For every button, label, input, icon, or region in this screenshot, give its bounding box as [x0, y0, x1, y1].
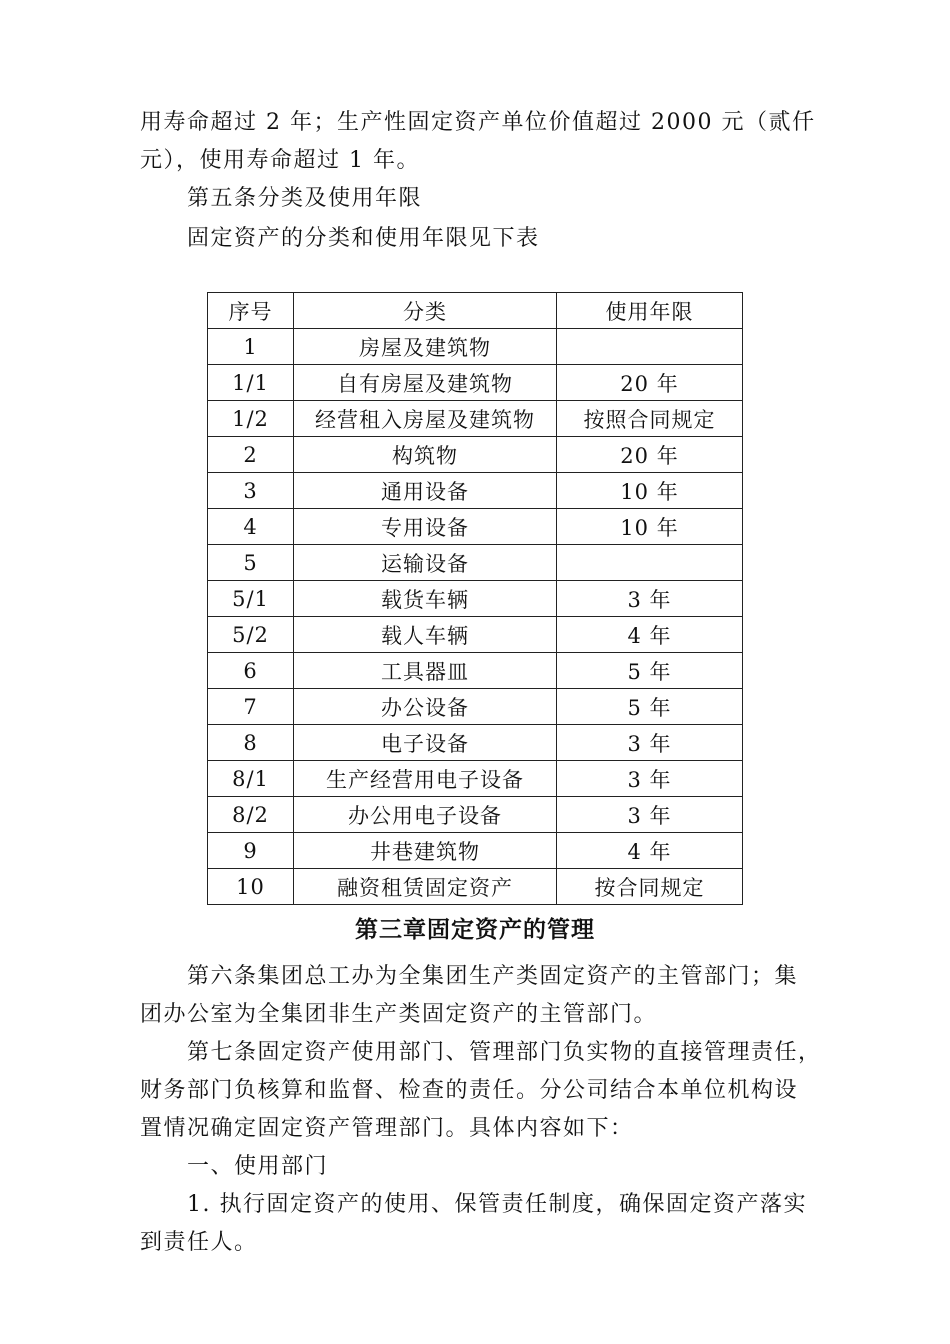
- cell-category: 电子设备: [294, 725, 557, 761]
- table-row: [208, 437, 743, 473]
- article6-line-1: 第六条集团总工办为全集团生产类固定资产的主管部门；集: [187, 964, 799, 989]
- cell-life: 5 年: [557, 653, 743, 689]
- article7-line-2: 财务部门负核算和监督、检查的责任。分公司结合本单位机构设: [140, 1078, 799, 1103]
- cell-category: 房屋及建筑物: [294, 329, 557, 365]
- cell-life: [557, 329, 743, 365]
- table-row: [208, 761, 743, 797]
- table-row: [208, 509, 743, 545]
- cell-no: 5/2: [208, 617, 294, 653]
- cell-life: 10 年: [557, 509, 743, 545]
- table-row: [208, 617, 743, 653]
- cell-no: 7: [208, 689, 294, 725]
- header-life: 使用年限: [557, 293, 743, 329]
- section-heading-usage: 一、使用部门: [187, 1154, 329, 1179]
- cell-life: [557, 545, 743, 581]
- table-row: [208, 329, 743, 365]
- cell-category: 自有房屋及建筑物: [294, 365, 557, 401]
- table-header-row: [208, 293, 743, 329]
- cell-no: 10: [208, 869, 294, 905]
- cell-life: 按照合同规定: [557, 401, 743, 437]
- article7-line-3: 置情况确定固定资产管理部门。具体内容如下：: [140, 1116, 634, 1141]
- cell-life: 按合同规定: [557, 869, 743, 905]
- table-row: [208, 653, 743, 689]
- cell-category: 办公设备: [294, 689, 557, 725]
- cell-category: 构筑物: [294, 437, 557, 473]
- table-row: [208, 365, 743, 401]
- cell-life: 3 年: [557, 581, 743, 617]
- cell-no: 3: [208, 473, 294, 509]
- cell-life: 20 年: [557, 437, 743, 473]
- item1-line-1: 1. 执行固定资产的使用、保管责任制度，确保固定资产落实: [187, 1192, 807, 1217]
- article5-text: 固定资产的分类和使用年限见下表: [187, 226, 540, 251]
- item1-line-2: 到责任人。: [140, 1230, 258, 1255]
- table-row: [208, 581, 743, 617]
- cell-category: 经营租入房屋及建筑物: [294, 401, 557, 437]
- chapter-title: 第三章固定资产的管理: [355, 917, 595, 943]
- cell-category: 工具器皿: [294, 653, 557, 689]
- cell-category: 生产经营用电子设备: [294, 761, 557, 797]
- article6-line-2: 团办公室为全集团非生产类固定资产的主管部门。: [140, 1002, 658, 1027]
- header-no: 序号: [208, 293, 294, 329]
- cell-no: 6: [208, 653, 294, 689]
- table-row: [208, 833, 743, 869]
- table-row: [208, 689, 743, 725]
- cell-no: 4: [208, 509, 294, 545]
- cell-life: 20 年: [557, 365, 743, 401]
- cell-no: 8: [208, 725, 294, 761]
- cell-category: 载人车辆: [294, 617, 557, 653]
- table-row: [208, 869, 743, 905]
- cell-life: 10 年: [557, 473, 743, 509]
- cell-category: 载货车辆: [294, 581, 557, 617]
- cell-no: 1/2: [208, 401, 294, 437]
- intro-line-1: 用寿命超过 2 年；生产性固定资产单位价值超过 2000 元（贰仟: [140, 110, 816, 135]
- table-row: [208, 545, 743, 581]
- article7-line-1: 第七条固定资产使用部门、管理部门负实物的直接管理责任，: [187, 1040, 822, 1065]
- asset-classification-table: [207, 292, 743, 905]
- article5-title: 第五条分类及使用年限: [187, 186, 423, 211]
- cell-life: 3 年: [557, 725, 743, 761]
- cell-no: 2: [208, 437, 294, 473]
- cell-life: 3 年: [557, 761, 743, 797]
- cell-no: 1/1: [208, 365, 294, 401]
- cell-no: 8/2: [208, 797, 294, 833]
- cell-life: 5 年: [557, 689, 743, 725]
- cell-category: 融资租赁固定资产: [294, 869, 557, 905]
- cell-category: 运输设备: [294, 545, 557, 581]
- cell-no: 5/1: [208, 581, 294, 617]
- cell-life: 4 年: [557, 833, 743, 869]
- table-row: [208, 473, 743, 509]
- cell-life: 3 年: [557, 797, 743, 833]
- cell-no: 9: [208, 833, 294, 869]
- cell-no: 1: [208, 329, 294, 365]
- cell-no: 8/1: [208, 761, 294, 797]
- cell-category: 井巷建筑物: [294, 833, 557, 869]
- table-row: [208, 797, 743, 833]
- table-row: [208, 401, 743, 437]
- cell-category: 办公用电子设备: [294, 797, 557, 833]
- cell-life: 4 年: [557, 617, 743, 653]
- header-category: 分类: [294, 293, 557, 329]
- cell-category: 专用设备: [294, 509, 557, 545]
- intro-line-2: 元），使用寿命超过 1 年。: [140, 148, 420, 173]
- table-row: [208, 725, 743, 761]
- cell-category: 通用设备: [294, 473, 557, 509]
- cell-no: 5: [208, 545, 294, 581]
